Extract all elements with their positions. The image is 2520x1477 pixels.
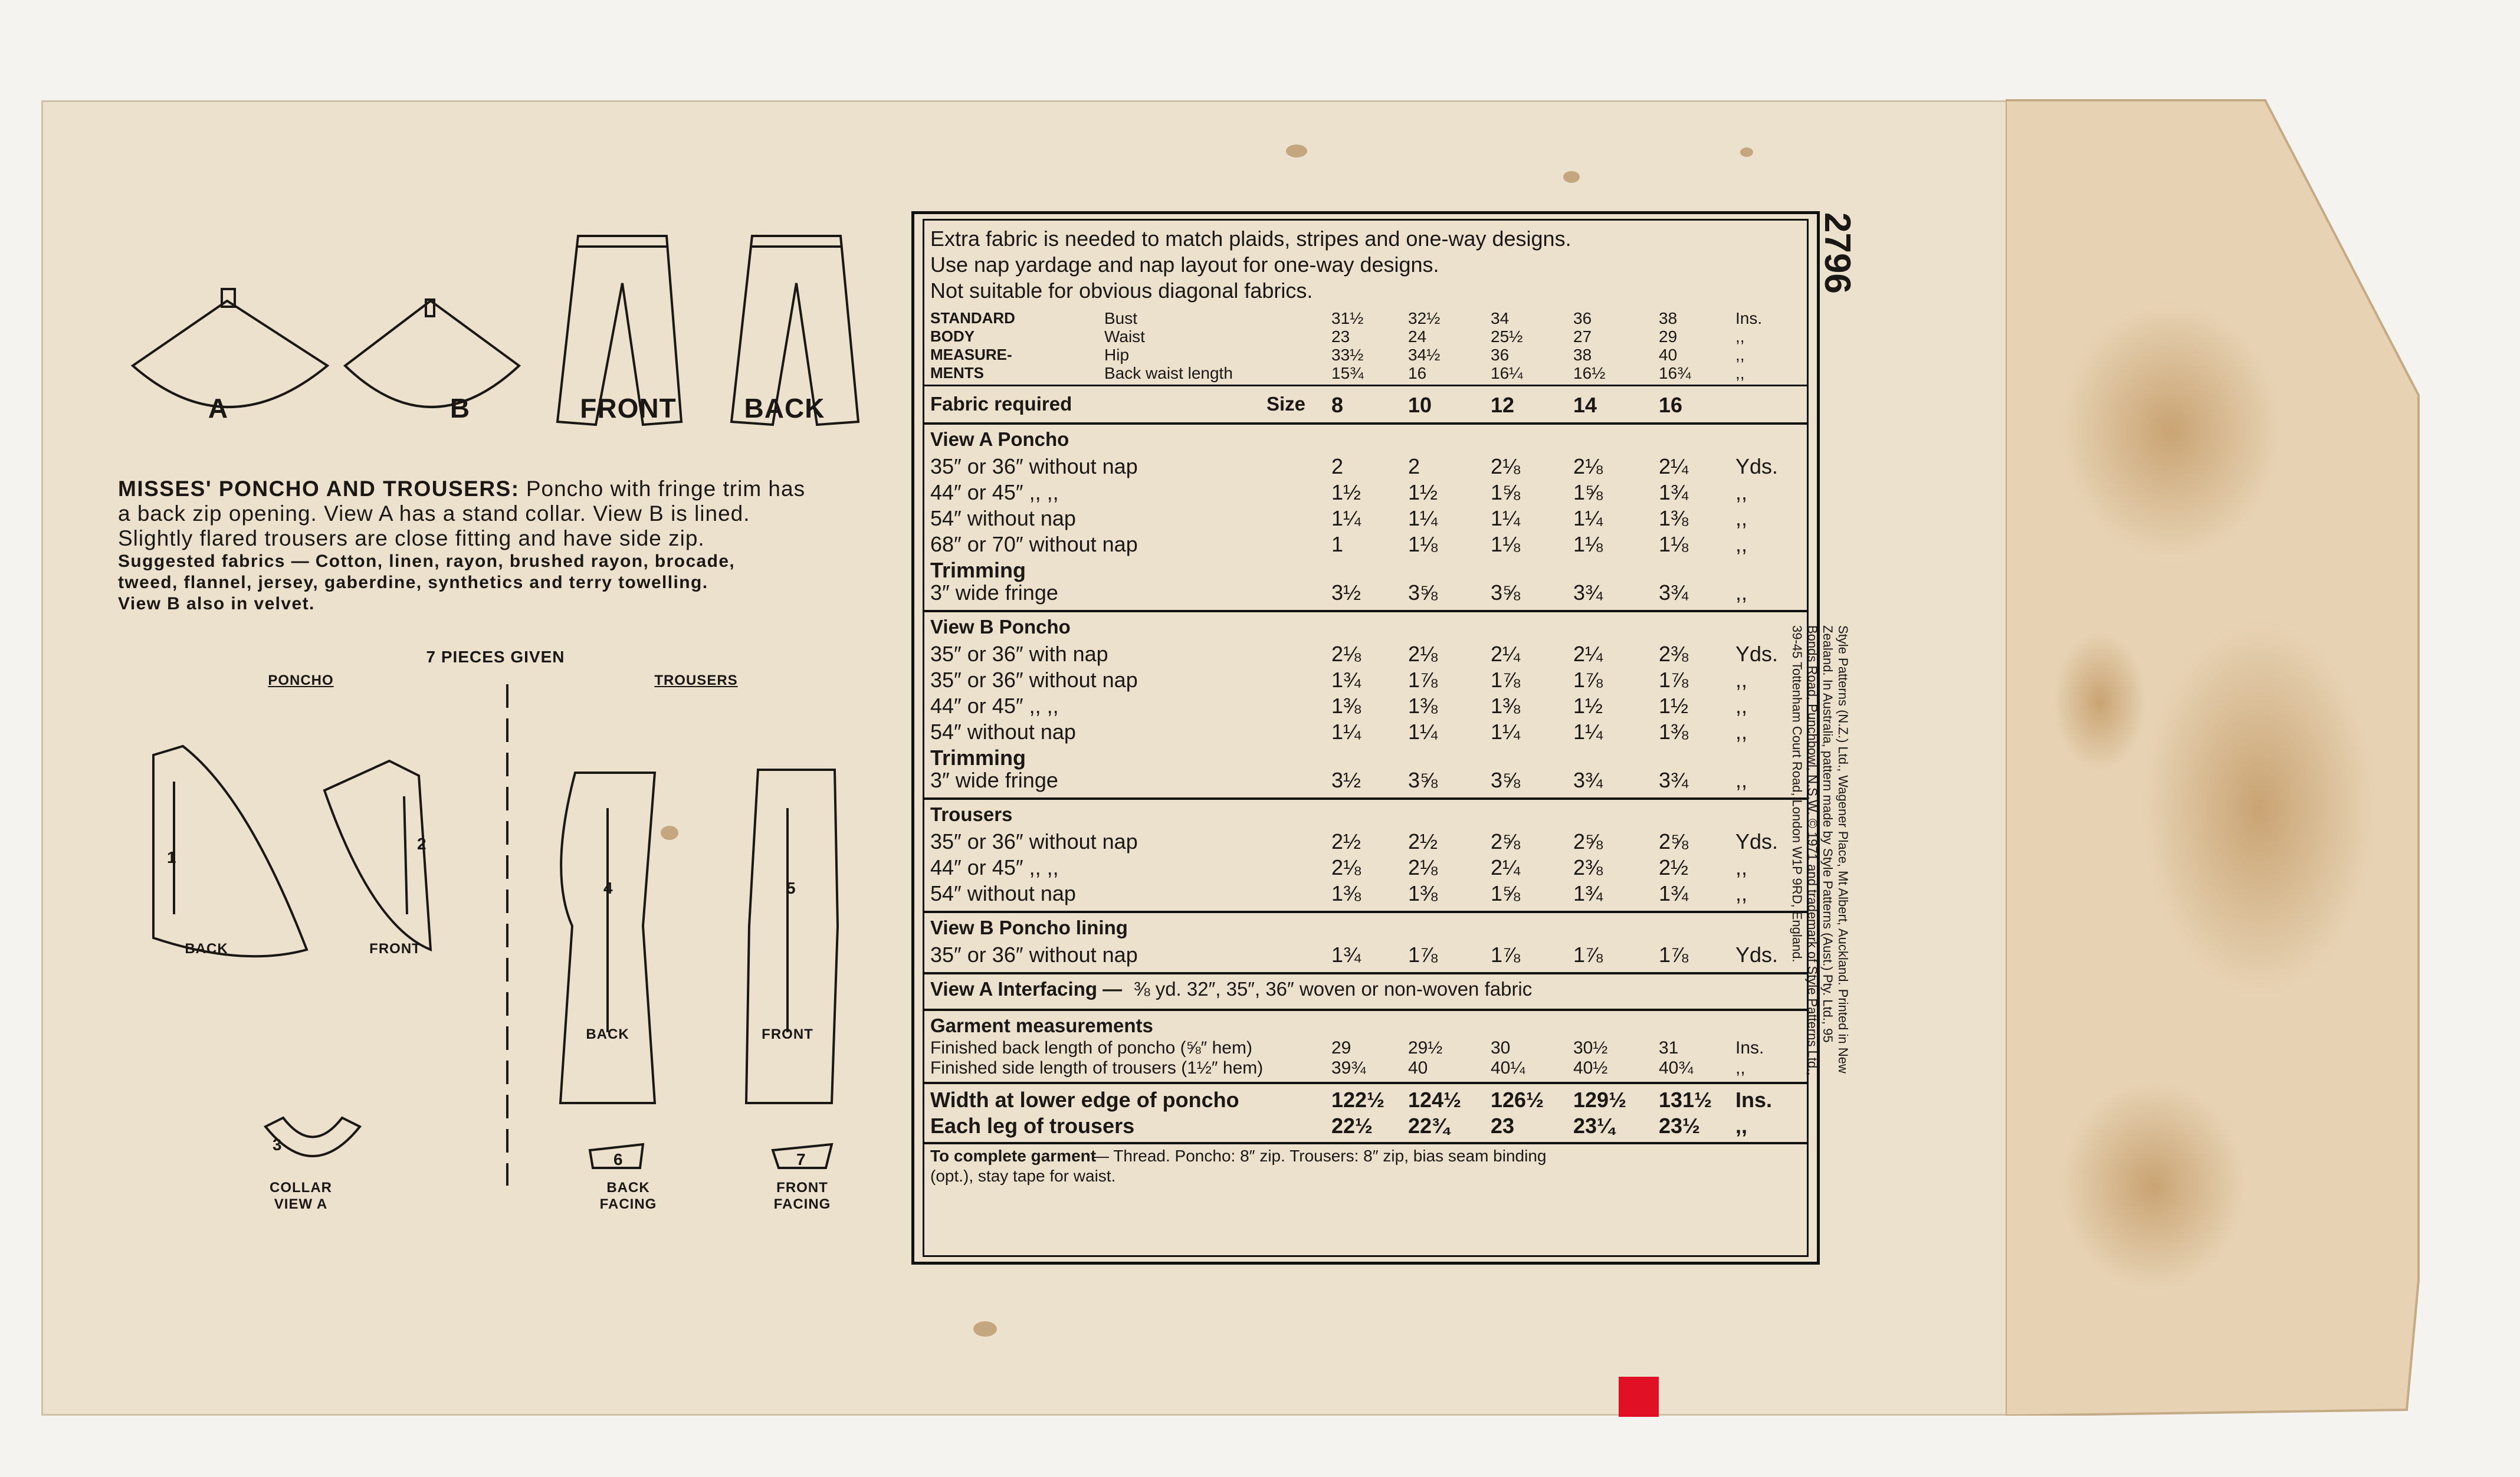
row-value: 1⅝ [1491, 881, 1521, 905]
description-title: MISSES' PONCHO AND TROUSERS: [118, 477, 520, 501]
row-label: Finished side length of trousers (1½″ hem) [930, 1058, 1264, 1078]
row-unit: ,, [1735, 881, 1748, 905]
suggested-fabrics-label: Suggested fabrics [118, 552, 286, 571]
piece-number: 7 [796, 1150, 806, 1169]
suggested-fabrics-line: — Cotton, linen, rayon, brushed rayon, brocade, [285, 552, 736, 571]
row-value: 22¾ [1408, 1114, 1450, 1138]
row-value: 1⅞ [1659, 943, 1689, 967]
measure-value: 15¾ [1331, 364, 1364, 382]
complete-line: — Thread. Poncho: 8″ zip. Trousers: 8″ zip, bias seam binding [1092, 1147, 1547, 1165]
piece-label: FRONT [762, 1026, 813, 1042]
measure-value: 38 [1659, 309, 1678, 327]
description [118, 477, 838, 615]
row-value: 29 [1331, 1038, 1351, 1058]
row-unit: ,, [1735, 506, 1748, 530]
chart-rule [924, 1082, 1807, 1084]
row-value: 122½ [1331, 1088, 1385, 1112]
row-label: 54″ without nap [930, 506, 1076, 530]
row-unit: Yds. [1735, 642, 1779, 666]
piece-label: FRONT FACING [773, 1180, 831, 1212]
row-unit: Yds. [1735, 829, 1779, 854]
row-value: 2⅝ [1659, 829, 1689, 854]
measure-value: 25½ [1491, 327, 1523, 346]
row-value: 1⅜ [1408, 881, 1438, 905]
view-label-a: A [208, 393, 229, 424]
measure-label: Back waist length [1104, 364, 1233, 382]
measure-value: 36 [1491, 346, 1510, 364]
garment-heading: Garment measurements [930, 1015, 1153, 1036]
row-value: 1⅞ [1408, 668, 1438, 692]
stain [1563, 171, 1580, 183]
measure-value: 38 [1573, 346, 1592, 364]
row-value: 1¼ [1491, 506, 1521, 530]
row-value: 1½ [1331, 480, 1361, 504]
chart-rule [924, 797, 1807, 800]
row-unit: Ins. [1735, 1088, 1773, 1112]
row-value: 3½ [1331, 768, 1361, 792]
section-heading: View A Poncho [930, 428, 1069, 450]
piece-label: FRONT [369, 941, 421, 957]
interfacing-label: View A Interfacing — [930, 978, 1123, 1000]
row-value: 2½ [1331, 829, 1361, 854]
measure-value: 16¼ [1491, 364, 1523, 382]
row-value: 40¼ [1491, 1058, 1525, 1078]
row-value: 2⅛ [1491, 454, 1521, 478]
red-marker [1619, 1377, 1659, 1417]
row-value: 3¾ [1573, 580, 1603, 605]
row-label: 35″ or 36″ without nap [930, 668, 1138, 692]
row-value: 2 [1408, 454, 1420, 478]
stain [1286, 145, 1307, 157]
row-value: 2⅛ [1408, 642, 1438, 666]
row-value: 3⅝ [1491, 768, 1521, 792]
chart-rule [924, 972, 1807, 974]
row-value: 2⅜ [1573, 855, 1603, 879]
row-label: 44″ or 45″ ,, ,, [930, 694, 1059, 718]
measure-value: 40 [1659, 346, 1678, 364]
row-label: 3″ wide fringe [930, 768, 1058, 792]
chart-note: Not suitable for obvious diagonal fabrics. [930, 278, 1313, 303]
row-label: Width at lower edge of poncho [930, 1088, 1239, 1112]
piece-number: 6 [613, 1150, 623, 1169]
chart-rule [924, 385, 1807, 386]
chart-note: Extra fabric is needed to match plaids, stripes and one-way designs. [930, 227, 1571, 251]
measure-value: 31½ [1331, 309, 1364, 327]
view-label-back: BACK [744, 393, 825, 424]
row-value: 1⅝ [1491, 480, 1521, 504]
row-value: 2⅛ [1408, 855, 1438, 879]
row-value: 2½ [1408, 829, 1438, 854]
row-label: Finished back length of poncho (⅝″ hem) [930, 1038, 1252, 1058]
row-label: 68″ or 70″ without nap [930, 532, 1138, 556]
row-value: 40 [1408, 1058, 1428, 1078]
row-value: 2 [1331, 454, 1344, 478]
row-value: 22½ [1331, 1114, 1373, 1138]
row-value: 1¼ [1573, 720, 1603, 744]
measure-value: 34½ [1408, 346, 1441, 364]
row-value: 30½ [1573, 1038, 1608, 1058]
measure-value: 16½ [1573, 364, 1606, 382]
row-value: 1¼ [1331, 506, 1361, 530]
row-unit: Ins. [1735, 1038, 1764, 1058]
measure-unit: ,, [1735, 346, 1745, 364]
row-value: 1⅜ [1659, 720, 1689, 744]
row-value: 3¾ [1573, 768, 1603, 792]
piece-number: 5 [786, 879, 796, 897]
fabric-chart [911, 211, 1820, 1265]
chart-rule [924, 610, 1807, 612]
pattern-number: 2796 [1817, 212, 1858, 294]
garment-illustrations [124, 230, 873, 466]
piece-label: BACK [185, 941, 228, 957]
row-value: 1⅞ [1491, 943, 1521, 967]
measure-label: Hip [1104, 346, 1130, 364]
row-unit: ,, [1735, 580, 1748, 605]
measure-label: Bust [1104, 309, 1138, 327]
row-value: 2⅛ [1331, 855, 1361, 879]
measure-value: 24 [1408, 327, 1427, 346]
view-label-front: FRONT [580, 393, 677, 424]
chart-rule [924, 911, 1807, 913]
row-unit: ,, [1735, 694, 1748, 718]
view-label-b: B [449, 393, 471, 424]
piece-number: 2 [417, 835, 426, 853]
row-label: Trimming [930, 746, 1026, 770]
row-value: 40¾ [1659, 1058, 1694, 1078]
row-value: 124½ [1408, 1088, 1462, 1112]
publisher-info [1790, 625, 1852, 1245]
row-value: 131½ [1659, 1088, 1712, 1112]
row-value: 3⅝ [1408, 580, 1438, 605]
row-value: 1¼ [1408, 720, 1438, 744]
row-value: 3⅝ [1408, 768, 1438, 792]
row-value: 3½ [1331, 580, 1361, 605]
measure-value: 27 [1573, 327, 1592, 346]
row-value: 1⅜ [1659, 506, 1689, 530]
row-label: 3″ wide fringe [930, 580, 1058, 605]
row-unit: ,, [1735, 480, 1748, 504]
row-label: 35″ or 36″ without nap [930, 454, 1138, 478]
row-unit: ,, [1735, 855, 1748, 879]
measure-unit: Ins. [1735, 309, 1763, 327]
std-label: STANDARD [930, 309, 1015, 327]
description-line: Poncho with fringe trim has [519, 477, 806, 501]
row-value: 1⅞ [1659, 668, 1689, 692]
publisher-line: Bonds Road, Punchbowl, N.S.W. © 1971 and trademark of Style Patterns Ltd., [1805, 625, 1820, 1076]
row-label: 35″ or 36″ without nap [930, 829, 1138, 854]
row-value: 1⅛ [1659, 532, 1689, 556]
row-value: 1⅛ [1573, 532, 1603, 556]
piece-label: COLLAR VIEW A [270, 1180, 332, 1212]
std-label: MEASURE- [930, 346, 1012, 363]
row-unit: ,, [1735, 668, 1748, 692]
row-value: 126½ [1491, 1088, 1544, 1112]
size-header: 8 [1331, 393, 1344, 417]
measure-value: 16¾ [1659, 364, 1691, 382]
size-header: 14 [1573, 393, 1597, 417]
row-value: 2¼ [1659, 454, 1689, 478]
trousers-heading: TROUSERS [654, 672, 738, 688]
row-label: Trimming [930, 558, 1026, 582]
std-label: MENTS [930, 364, 984, 382]
envelope-flap [2006, 65, 2424, 1416]
row-value: 2¼ [1491, 642, 1521, 666]
stain [973, 1321, 997, 1337]
description-line: Slightly flared trousers are close fitting and have side zip. [118, 526, 705, 550]
suggested-fabrics-line: View B also in velvet. [118, 594, 315, 613]
row-value: 30 [1491, 1038, 1511, 1058]
row-value: 1¾ [1573, 881, 1603, 905]
row-value: 23 [1491, 1114, 1515, 1138]
row-value: 1½ [1408, 480, 1438, 504]
row-value: 2¼ [1573, 642, 1603, 666]
row-label: 54″ without nap [930, 720, 1076, 744]
row-value: 1⅞ [1491, 668, 1521, 692]
row-value: 1⅛ [1408, 532, 1438, 556]
complete-line: (opt.), stay tape for waist. [930, 1167, 1116, 1185]
row-label: 35″ or 36″ with nap [930, 642, 1108, 666]
row-value: 1⅞ [1573, 668, 1603, 692]
row-value: 1¾ [1659, 480, 1689, 504]
section-heading: View B Poncho lining [930, 917, 1128, 938]
measure-value: 23 [1331, 327, 1350, 346]
piece-number: 4 [603, 879, 613, 897]
row-value: 1¼ [1573, 506, 1603, 530]
row-label: 44″ or 45″ ,, ,, [930, 855, 1059, 879]
piece-number: 1 [167, 848, 176, 866]
measure-label: Waist [1104, 327, 1145, 346]
size-header: 10 [1408, 393, 1432, 417]
row-value: 1⅞ [1408, 943, 1438, 967]
row-value: 1¾ [1331, 668, 1361, 692]
row-value: 2⅜ [1659, 642, 1689, 666]
row-label: Each leg of trousers [930, 1114, 1135, 1138]
poncho-heading: PONCHO [268, 672, 334, 688]
row-value: 3⅝ [1491, 580, 1521, 605]
piece-label: BACK FACING [599, 1180, 657, 1212]
chart-rule [924, 1142, 1807, 1144]
row-value: 1½ [1659, 694, 1689, 718]
row-value: 1⅞ [1573, 943, 1603, 967]
row-value: 23½ [1659, 1114, 1701, 1138]
row-value: 2¼ [1491, 855, 1521, 879]
stain [1740, 147, 1753, 157]
row-value: 1⅜ [1408, 694, 1438, 718]
row-unit: ,, [1735, 532, 1748, 556]
section-heading: Trousers [930, 803, 1013, 825]
measure-value: 32½ [1408, 309, 1441, 327]
row-unit: Yds. [1735, 943, 1779, 967]
row-value: 2⅝ [1491, 829, 1521, 854]
row-value: 40½ [1573, 1058, 1608, 1078]
row-value: 2⅝ [1573, 829, 1603, 854]
pieces-given: 7 PIECES GIVEN [426, 648, 565, 666]
publisher-line: Zealand. In Australia, pattern made by Style Patterns (Aust.) Pty. Ltd., 95 [1820, 625, 1835, 1043]
row-label: 35″ or 36″ without nap [930, 943, 1138, 967]
measure-value: 33½ [1331, 346, 1364, 364]
row-value: 31 [1659, 1038, 1679, 1058]
row-value: 2⅛ [1573, 454, 1603, 478]
interfacing-text: ⅜ yd. 32″, 35″, 36″ woven or non-woven fabric [1134, 978, 1533, 1000]
publisher-line: 39-45 Tottenham Court Road, London W1P 9RD, England. [1790, 625, 1804, 963]
row-value: 2½ [1659, 855, 1689, 879]
measure-unit: ,, [1735, 327, 1745, 346]
row-value: 129½ [1573, 1088, 1627, 1112]
row-value: 3¾ [1659, 580, 1689, 605]
row-unit: Yds. [1735, 454, 1779, 478]
row-unit: ,, [1735, 1058, 1745, 1078]
complete-label: To complete garment [930, 1147, 1097, 1165]
suggested-fabrics-line: tweed, flannel, jersey, gaberdine, synthetics and terry towelling. [118, 573, 708, 592]
row-value: 1½ [1573, 694, 1603, 718]
measure-value: 36 [1573, 309, 1592, 327]
row-label: 54″ without nap [930, 881, 1076, 905]
row-value: 1⅜ [1331, 694, 1361, 718]
row-value: 23¼ [1573, 1114, 1615, 1138]
row-value: 1¾ [1659, 881, 1689, 905]
fabric-chart-inner [923, 219, 1809, 1257]
chart-rule [924, 422, 1807, 425]
row-value: 1⅜ [1491, 694, 1521, 718]
publisher-line: Style Patterns (N.Z.) Ltd., Wagener Place, Mt Albert, Auckland. Printed in New [1836, 625, 1850, 1074]
row-value: 29½ [1408, 1038, 1443, 1058]
chart-note: Use nap yardage and nap layout for one-way designs. [930, 252, 1439, 277]
measure-value: 34 [1491, 309, 1510, 327]
row-value: 1¾ [1331, 943, 1361, 967]
measure-value: 29 [1659, 327, 1678, 346]
row-value: 39¾ [1331, 1058, 1366, 1078]
row-value: 1¼ [1491, 720, 1521, 744]
row-label: 44″ or 45″ ,, ,, [930, 480, 1059, 504]
section-heading: View B Poncho [930, 616, 1071, 638]
row-value: 3¾ [1659, 768, 1689, 792]
row-unit: ,, [1735, 1114, 1748, 1138]
measure-unit: ,, [1735, 364, 1745, 382]
row-value: 1¼ [1331, 720, 1361, 744]
size-header: 12 [1491, 393, 1515, 417]
measure-value: 16 [1408, 364, 1427, 382]
row-value: 1¼ [1408, 506, 1438, 530]
std-label: BODY [930, 327, 975, 345]
chart-rule [924, 1009, 1807, 1011]
row-unit: ,, [1735, 720, 1748, 744]
row-unit: ,, [1735, 768, 1748, 792]
size-label: Size [1266, 393, 1306, 415]
piece-label: BACK [586, 1026, 629, 1042]
row-value: 1⅝ [1573, 480, 1603, 504]
row-value: 2⅛ [1331, 642, 1361, 666]
row-value: 1 [1331, 532, 1344, 556]
size-header: 16 [1659, 393, 1683, 417]
row-value: 1⅜ [1331, 881, 1361, 905]
fabric-required-label: Fabric required [930, 393, 1072, 415]
row-value: 1⅛ [1491, 532, 1521, 556]
piece-number: 3 [273, 1135, 282, 1154]
description-line: a back zip opening. View A has a stand collar. View B is lined. [118, 501, 750, 526]
